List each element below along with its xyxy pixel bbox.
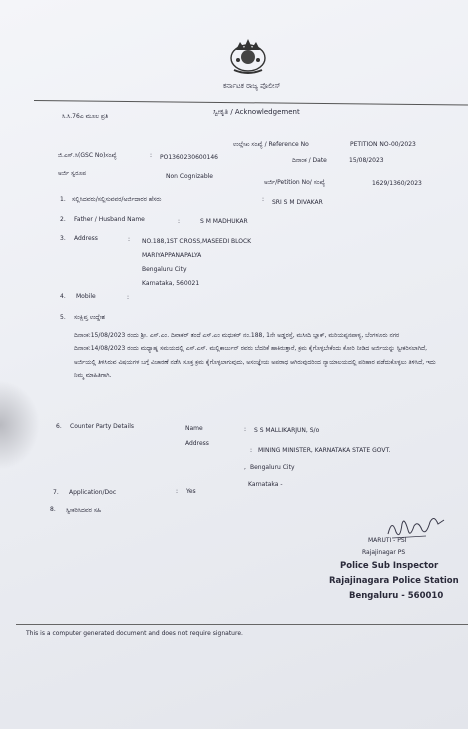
station-title: Rajajinagara Police Station [329, 576, 459, 586]
counter-party-address-2: Bengaluru City [250, 464, 295, 471]
receiver-signature-label: ಸ್ವೀಕರಿಸಿದವರ ಸಹಿ [66, 507, 102, 514]
father-name-value: S M MADHUKAR [200, 218, 248, 225]
page-shadow [0, 380, 40, 470]
counter-party-address-3: Karnataka - [248, 481, 283, 488]
nature-label: ಅರ್ಜಿ ಸ್ವರೂಪ [58, 170, 87, 177]
field-2-number: 2. [60, 216, 66, 223]
colon: : [250, 447, 253, 454]
header-divider [34, 100, 468, 106]
petitioner-name-value: SRI S M DIVAKAR [272, 199, 323, 206]
station-city: Bengaluru - 560010 [349, 591, 444, 601]
application-doc-label: Application/Doc [69, 489, 117, 496]
date-label: ದಿನಾಂಕ / Date [292, 157, 327, 164]
footer-note: This is a computer generated document and does not require signature. [26, 630, 243, 637]
application-doc-value: Yes [186, 488, 196, 495]
address-line-4: Karnataka, 560021 [142, 280, 200, 287]
field-1-number: 1. [60, 196, 66, 203]
colon: : [176, 488, 179, 495]
petition-label: ಅರ್ಜಿ/Petition No/ ಸಂಖ್ಯೆ [264, 179, 325, 186]
address-line-1: NO.188,1ST CROSS,MASEEDI BLOCK [142, 238, 252, 245]
footer-divider [16, 624, 468, 625]
karnataka-police-emblem [228, 36, 268, 76]
reference-label: ಉಲ್ಲೇಖ ಸಂಖ್ಯೆ / Reference No [233, 141, 309, 148]
brief-purpose-paragraph: ದಿನಾಂಕ:15/08/2023 ರಂದು ಶ್ರೀ. ಎಸ್.ಎಂ. ದಿವಾಕರ್ ತಂದೆ ಎಸ್.ಎಂ ಮಧುಕರ್ ನಂ.188, 1ನೇ ಅಡ್ಡರಸ್ತೆ, ಮಸೀದಿ ಬ್ಲಾಕ್, ಮರಿಯಪ್ಪನಪಾಳ್ಯ, ಬೆಂಗಳೂರು ನಗರ ದಿನಾಂಕ:14/08/2023 ರಂದು ಮಧ್ಯಾಹ್ನ ಸಮಯದಲ್ಲಿ ಎಸ್.ಎಸ್. ಮಲ್ಲಿಕಾರ್ಜುನ್ ರವರು ಬೆದರಿಕೆ ಹಾಕಿರುತ್ತಾರೆ, ಕ್ರಮ ಕೈಗೊಳ್ಳಬೇಕೆಂದು ಕೋರಿ ನೀಡಿದ ಅರ್ಜಿಯನ್ನು ಸ್ವೀಕರಿಸಲಾಗಿದೆ, ಅರ್ಜಿಯಲ್ಲಿ ತಿಳಿಸಿರುವ ವಿಷಯಗಳ ಬಗ್ಗೆ ವಿಚಾರಣೆ ನಡೆಸಿ ಸೂಕ್ತ ಕ್ರಮ ಕೈಗೊಳ್ಳಲಾಗುವುದು, ಅಸಂಜ್ಞೇಯ ಅಪರಾಧ ಆಗಿರುವುದರಿಂದ ನ್ಯಾಯಾಲಯದಲ್ಲಿ ಪರಿಹಾರ ಪಡೆದುಕೊಳ್ಳಲು ತಿಳಿಸಿದೆ, ಇದು ನಿಮ್ಮ ಮಾಹಿತಿಗಾಗಿ. [74, 332, 436, 380]
reference-value: PETITION NO-00/2023 [350, 141, 416, 148]
field-8-number: 8. [50, 506, 56, 513]
field-5-number: 5. [60, 314, 66, 321]
form-number: ಸಿ.ಸಿ.76ಎ ಮೂಲ ಪ್ರತಿ [62, 113, 109, 120]
officer-title: Police Sub Inspector [340, 561, 439, 571]
acknowledgement-title: ಸ್ವೀಕೃತಿ / Acknowledgement [213, 108, 300, 116]
address-label: Address [74, 235, 98, 242]
address-line-2: MARIYAPPANAPALYA [142, 252, 202, 259]
brief-purpose-label: ಸಂಕ್ಷಿಪ್ತ ಉದ್ದೇಶ [74, 314, 106, 321]
field-6-number: 6. [56, 423, 62, 430]
gsc-value: PO1360230600146 [160, 154, 218, 161]
officer-name: MARUTI - PSI [368, 537, 407, 544]
department-name: ಕರ್ನಾಟಕ ರಾಜ್ಯ ಪೊಲೀಸ್ [223, 82, 281, 90]
father-name-label: Father / Husband Name [74, 216, 145, 223]
date-value: 15/08/2023 [349, 157, 384, 164]
colon: : [178, 218, 181, 225]
petitioner-name-label: ಸಲ್ಲಿಸಿದವರು/ಸಲ್ಲಿಸುವವರ/ಅರ್ಜಿದಾರರ ಹೆಸರು [72, 196, 162, 203]
address-line-3: Bengaluru City [142, 266, 187, 273]
counter-party-address-label: Address [185, 440, 209, 447]
field-4-number: 4. [60, 293, 66, 300]
field-3-number: 3. [60, 235, 66, 242]
field-7-number: 7. [53, 489, 59, 496]
petition-value: 1629/1360/2023 [372, 180, 422, 187]
colon: : [127, 294, 130, 301]
gsc-label: ಜಿ.ಎಸ್.ಸಿ(GSC No)ಸಂಖ್ಯೆ [58, 152, 117, 159]
counter-party-label: Counter Party Details [70, 423, 134, 430]
counter-party-address-1: MINING MINISTER, KARNATAKA STATE GOVT. [258, 447, 391, 454]
counter-party-name-label: Name [185, 425, 203, 432]
counter-party-name-value: S S MALLIKARJUN, S/o [254, 427, 320, 434]
nature-value: Non Cognizable [166, 173, 214, 180]
colon: : [244, 426, 247, 433]
colon: : [128, 236, 131, 243]
mobile-label: Mobile [76, 293, 96, 300]
station-small: Rajajinagar PS [362, 549, 406, 556]
colon: : [150, 152, 153, 159]
bullet: , [244, 464, 246, 471]
colon: : [262, 196, 265, 203]
